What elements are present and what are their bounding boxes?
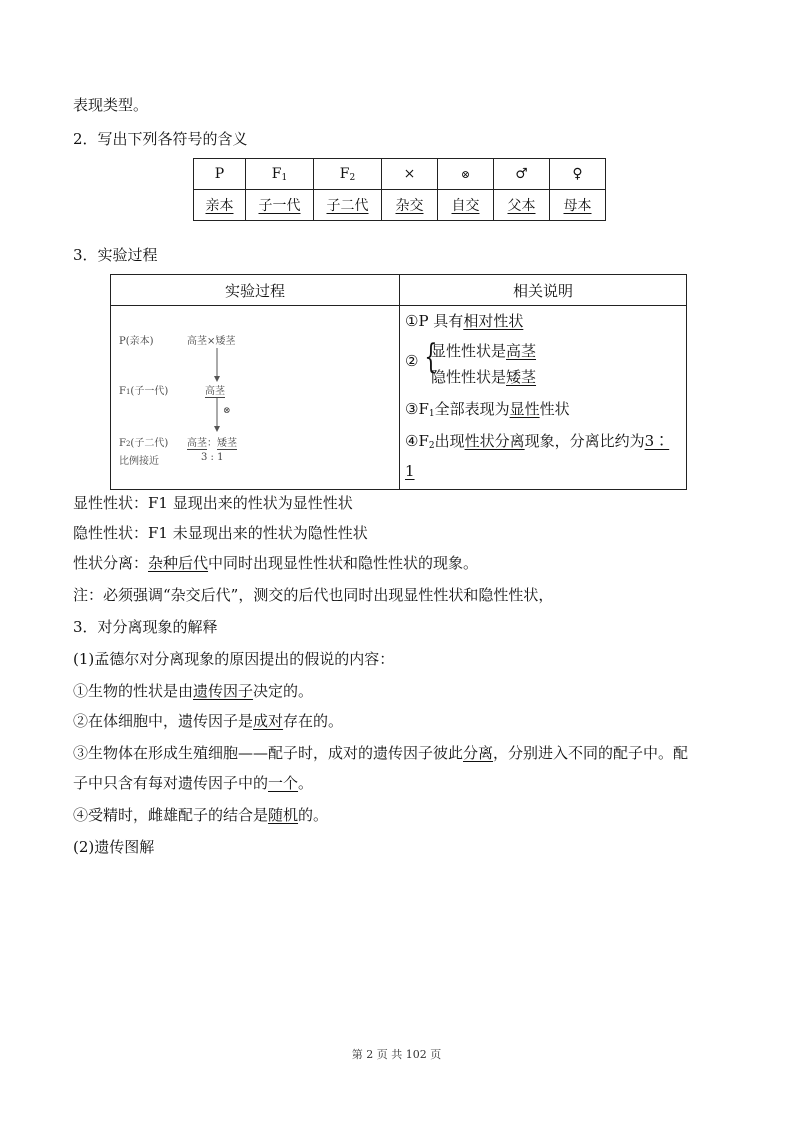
experiment-diagram-cell [111,306,400,490]
hypothesis-3-cont: 子中只含有每对遗传因子中的一个。 [73,774,314,792]
hypothesis-2: ②在体细胞中，遗传因子是成对存在的。 [73,712,344,730]
def-segregation: 性状分离：杂种后代中同时出现显性性状和隐性性状的现象。 [73,554,479,572]
experiment-header: 实验过程 [111,275,400,306]
meaning-cell: 子一代 [246,190,314,221]
meaning-row [194,190,606,221]
symbol-cell: $F_2$ [314,159,382,190]
symbol-cell: × [382,159,438,190]
brace-icon: { [424,337,438,377]
section3-heading: 3．实验过程 [73,246,158,264]
f1-label: F1(子一代) [119,386,169,397]
hypothesis-intro: (1)孟德尔对分离现象的原因提出的假说的内容： [73,650,395,668]
note-2-marker: ② [405,352,419,370]
meaning-cell: 父本 [494,190,550,221]
note-4-ratio-end: 1 [405,462,415,480]
cross-diagram [111,306,399,489]
ratio-label: 比例接近 [119,456,159,467]
p-label: P(亲本) [119,336,154,347]
f2-value: 高茎：矮茎 [187,438,237,449]
def-note: 注：必须强调“杂交后代”，测交的后代也同时出现显性性状和隐性性状， [73,586,554,604]
hypothesis-4: ④受精时，雌雄配子的结合是随机的。 [73,806,329,824]
arrow-down-icon [213,348,221,382]
self-cross-icon: ⊗ [223,406,231,416]
symbol-cell: P [194,159,246,190]
notes-block [400,306,686,489]
symbol-cell: ♀ [550,159,606,190]
genetic-diagram-heading: (2)遗传图解 [73,838,155,856]
f2-label: F2(子二代) [119,438,169,449]
symbol-table [193,158,606,221]
meaning-cell: 杂交 [382,190,438,221]
section4-heading: 3．对分离现象的解释 [73,618,218,636]
def-recessive: 隐性性状：F1 未显现出来的性状为隐性性状 [73,524,368,542]
meaning-cell: 母本 [550,190,606,221]
def-dominant: 显性性状：F1 显现出来的性状为显性性状 [73,494,353,512]
meaning-cell: 亲本 [194,190,246,221]
note-4: $④F_2$出现性状分离现象，分离比约为3∶ [405,432,670,451]
arrow-down-icon [213,398,221,432]
experiment-notes-cell [400,306,687,490]
hypothesis-1: ①生物的性状是由遗传因子决定的。 [73,682,314,700]
meaning-cell: 子二代 [314,190,382,221]
p-value: 高茎×矮茎 [187,336,236,347]
experiment-body-row [111,306,687,490]
page-footer: 第 2 页 共 102 页 [351,1048,442,1061]
section2-heading: 2．写出下列各符号的含义 [73,130,248,148]
note-2a: 显性性状是高茎 [431,342,537,360]
notes-header: 相关说明 [400,275,687,306]
top-text: 表现类型。 [73,96,149,114]
symbol-cell: ⊗ [438,159,494,190]
note-2b: 隐性性状是矮茎 [431,368,537,386]
experiment-table [110,274,687,490]
hypothesis-3: ③生物体在形成生殖细胞——配子时，成对的遗传因子彼此分离，分别进入不同的配子中。配 [73,744,689,762]
experiment-header-row [111,275,687,306]
meaning-cell: 自交 [438,190,494,221]
symbol-row [194,159,606,190]
note-1: ①P 具有相对性状 [405,312,524,330]
note-3: $③F_1$全部表现为显性性状 [405,400,570,419]
f1-value: 高茎 [205,386,225,397]
ratio-value: 3 : 1 [201,452,224,463]
symbol-cell: ♂ [494,159,550,190]
symbol-cell: $F_1$ [246,159,314,190]
